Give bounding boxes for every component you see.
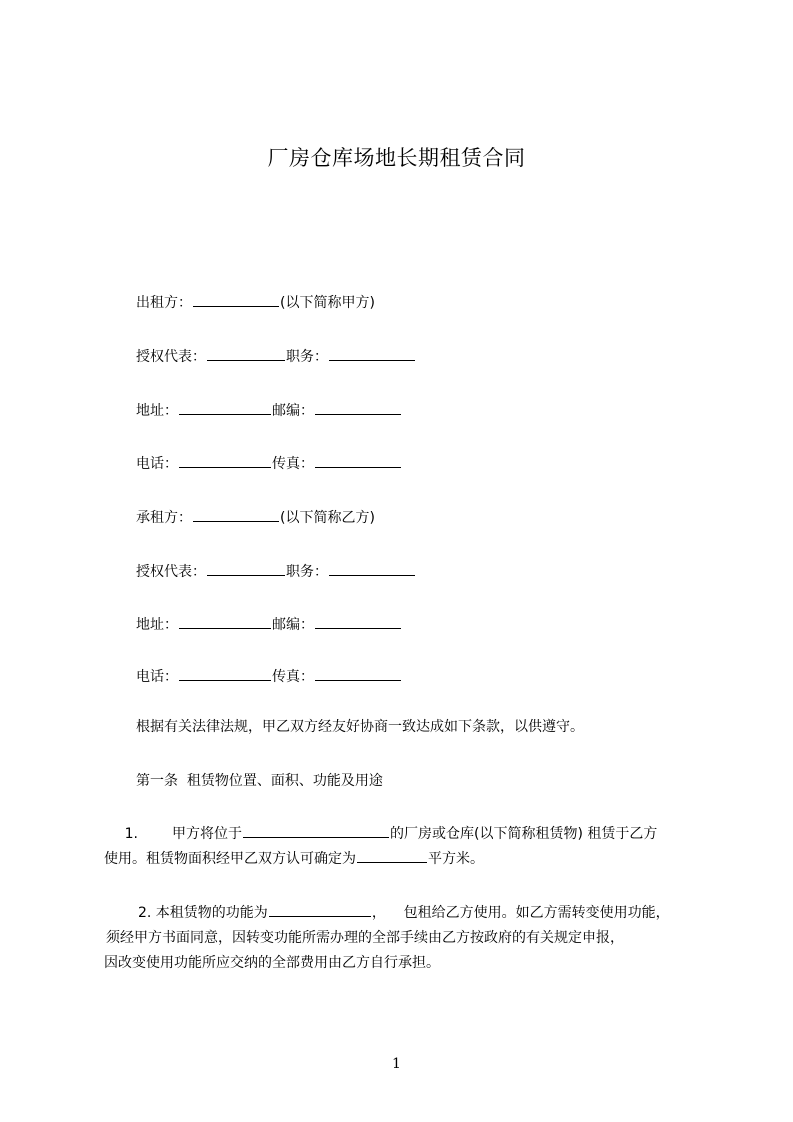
clause-1-line-2-b: 平方米。 — [428, 851, 484, 867]
lessor-position-blank[interactable] — [329, 346, 415, 361]
page-number: 1 — [392, 1056, 401, 1072]
lessor-position-label: 职务： — [286, 349, 328, 365]
lessee-fax-label: 传真： — [272, 669, 314, 685]
lessor-name-line — [136, 292, 375, 313]
lessee-address-label: 地址： — [136, 617, 178, 633]
clause-1-line-1 — [104, 822, 724, 847]
lessor-name-label: 出租方： — [136, 295, 192, 311]
clause-2-line-2: 须经甲方书面同意，因转变功能所需办理的全部手续由乙方按政府的有关规定申报， — [106, 930, 624, 946]
lessor-fax-blank[interactable] — [315, 453, 401, 468]
lessee-position-blank[interactable] — [329, 561, 415, 576]
lessee-postcode-label: 邮编： — [272, 617, 314, 633]
lessee-postcode-blank[interactable] — [315, 614, 401, 629]
clause-2-line-3: 因改变使用功能所应交纳的全部费用由乙方自行承担。 — [104, 955, 440, 971]
lessor-postcode-blank[interactable] — [315, 400, 401, 415]
clause-1-area-blank[interactable] — [357, 848, 427, 863]
document-title: 厂房仓库场地长期租赁合同 — [267, 146, 526, 170]
lessor-rep-label: 授权代表： — [136, 349, 206, 365]
clause-2-function-blank[interactable] — [269, 902, 371, 917]
lessee-rep-label: 授权代表： — [136, 564, 206, 580]
lessee-phone-blank[interactable] — [179, 666, 271, 681]
lessee-position-label: 职务： — [286, 564, 328, 580]
clause-2-line-1 — [104, 901, 724, 926]
lessor-rep-blank[interactable] — [207, 346, 285, 361]
article-1-heading: 第一条 租赁物位置、面积、功能及用途 — [136, 773, 383, 789]
lessor-postcode-label: 邮编： — [272, 403, 314, 419]
lessee-address-blank[interactable] — [179, 614, 271, 629]
preamble: 根据有关法律法规，甲乙双方经友好协商一致达成如下条款，以供遵守。 — [136, 719, 584, 735]
clause-1-line-2-a: 使用。租赁物面积经甲乙双方认可确定为 — [104, 851, 356, 867]
clause-1 — [104, 822, 724, 872]
clause-1-line-2 — [104, 847, 724, 872]
lessee-name-note: (以下简称乙方) — [280, 510, 375, 526]
clause-1-part-b: 的厂房或仓库(以下简称租赁物) 租赁于乙方 — [390, 826, 658, 842]
lessor-rep-line — [136, 346, 416, 367]
lessor-name-note: (以下简称甲方) — [280, 295, 375, 311]
lessee-name-label: 承租方： — [136, 510, 192, 526]
clause-2 — [104, 901, 724, 976]
lessee-fax-blank[interactable] — [315, 666, 401, 681]
lessor-address-line — [136, 400, 402, 421]
lessor-phone-line — [136, 453, 402, 474]
clause-1-location-blank[interactable] — [243, 823, 389, 838]
clause-2-line-1-a: 2. 本租赁物的功能为 — [138, 905, 268, 921]
lessee-rep-line — [136, 561, 416, 582]
lessee-rep-blank[interactable] — [207, 561, 285, 576]
lessee-name-blank[interactable] — [193, 507, 279, 522]
lessor-address-label: 地址： — [136, 403, 178, 419]
clause-2-line-1-b: ， 包租给乙方使用。如乙方需转变使用功能， — [371, 905, 670, 921]
lessee-address-line — [136, 614, 402, 635]
lessor-fax-label: 传真： — [272, 456, 314, 472]
lessor-address-blank[interactable] — [179, 400, 271, 415]
lessor-name-blank[interactable] — [193, 292, 279, 307]
lessor-phone-label: 电话： — [136, 456, 178, 472]
lessee-name-line — [136, 507, 375, 528]
lessor-phone-blank[interactable] — [179, 453, 271, 468]
lessee-phone-line — [136, 666, 402, 687]
clause-1-part-a: 甲方将位于 — [172, 826, 242, 842]
lessee-phone-label: 电话： — [136, 669, 178, 685]
clause-1-number: 1. — [124, 826, 138, 842]
